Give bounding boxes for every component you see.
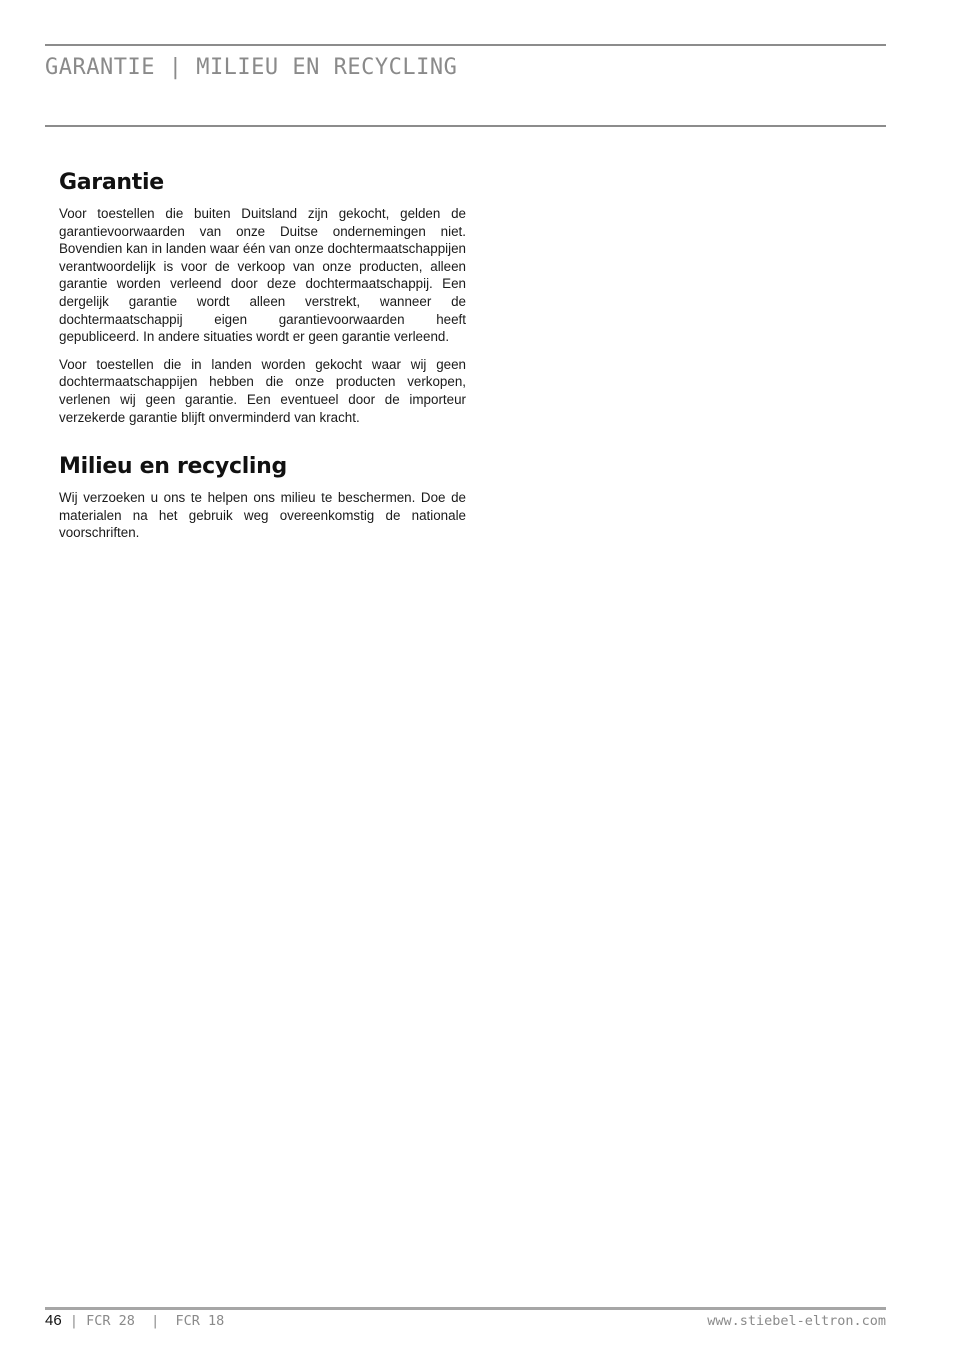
section-heading-milieu: Milieu en recycling	[59, 454, 287, 480]
header-bottom-rule	[45, 125, 886, 127]
footer-left	[45, 1312, 224, 1329]
main-content	[59, 170, 466, 552]
milieu-paragraph-1: Wij verzoeken u ons te helpen ons milieu te beschermen. Doe de materialen na het gebruik weg overeenkomstig de nationale voorschriften.	[59, 490, 466, 541]
footer-model-1: FCR 28	[86, 1313, 135, 1329]
garantie-paragraph-2: Voor toestellen die in landen worden gekocht waar wij geen dochtermaatschappijen hebben die onze producten verkopen, verlenen wij geen garantie. Een eventueel door de importeur verzekerde garantie blijft onverminderd van kracht.	[59, 356, 466, 425]
header-top-rule	[45, 44, 886, 46]
page-number: 46	[45, 1312, 62, 1329]
footer-separator: |	[61, 1313, 87, 1329]
footer-website: www.stiebel-eltron.com	[707, 1313, 886, 1329]
footer-model-2: FCR 18	[175, 1313, 225, 1329]
footer-rule	[45, 1307, 886, 1310]
section-heading-garantie: Garantie	[59, 170, 164, 195]
footer-separator: |	[134, 1313, 176, 1329]
garantie-paragraph-1: Voor toestellen die buiten Duitsland zijn gekocht, gelden de garantievoorwaarden van onze Duitse ondernemingen niet. Bovendien kan in landen waar één van onze dochtermaatschappijen verantwoordelijk is voor de verkoop van onze producten, alleen garantie worden verleend door deze dochtermaatschappij. Een dergelijk garantie wordt alleen verstrekt, wanneer de dochtermaatschappij eigen garantievoorwaarden heeft gepubliceerd. In andere situaties wordt er geen garantie verleend.	[59, 206, 466, 345]
page-header-title: GARANTIE | MILIEU EN RECYCLING	[45, 55, 458, 80]
